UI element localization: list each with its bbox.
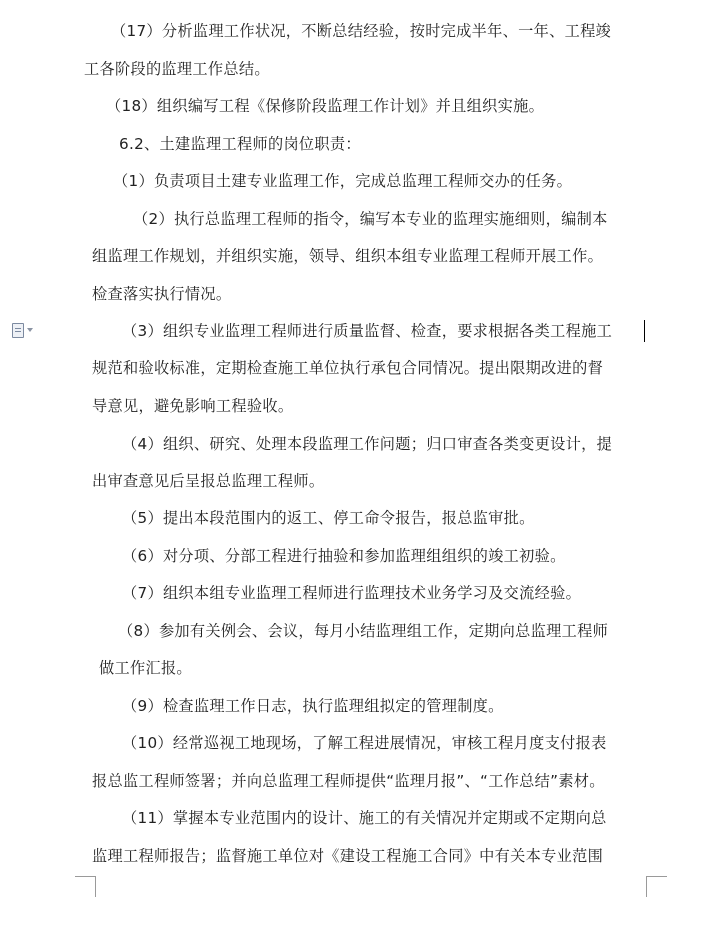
- paragraph-line: （11）掌握本专业范围内的设计、施工的有关情况并定期或不定期向总: [122, 809, 607, 827]
- paragraph-line: （3）组织专业监理工程师进行质量监督、检查，要求根据各类工程施工: [122, 322, 613, 340]
- paragraph-line: 组监理工作规划，并组织实施，领导、组织本组专业监理工程师开展工作。: [92, 247, 604, 265]
- text-cursor: [644, 320, 645, 342]
- paragraph-line: （10）经常巡视工地现场，了解工程进展情况，审核工程月度支付报表: [122, 734, 607, 752]
- chevron-down-icon: [27, 328, 33, 332]
- page-corner-mark-left: [75, 876, 96, 897]
- paragraph-line: （4）组织、研究、处理本段监理工作问题；归口审查各类变更设计，提: [122, 435, 613, 453]
- paragraph-line: （6）对分项、分部工程进行抽验和参加监理组组织的竣工初验。: [122, 547, 566, 565]
- paragraph-line: 规范和验收标准，定期检查施工单位执行承包合同情况。提出限期改进的督: [92, 359, 604, 377]
- paragraph-line: 做工作汇报。: [99, 659, 192, 677]
- document-options-icon[interactable]: [12, 322, 40, 338]
- paragraph-line: （7）组织本组专业监理工程师进行监理技术业务学习及交流经验。: [122, 584, 582, 602]
- paragraph-line: 工各阶段的监理工作总结。: [84, 60, 270, 78]
- paragraph-line: （18）组织编写工程《保修阶段监理工作计划》并且组织实施。: [106, 97, 545, 115]
- page-icon: [12, 323, 24, 338]
- paragraph-line: （8）参加有关例会、会议，每月小结监理组工作，定期向总监理工程师: [118, 622, 609, 640]
- paragraph-line: （2）执行总监理工程师的指令，编写本专业的监理实施细则，编制本: [133, 210, 608, 228]
- paragraph-line: 出审查意见后呈报总监理工程师。: [92, 472, 325, 490]
- paragraph-line: （17）分析监理工作状况，不断总结经验，按时完成半年、一年、工程竣: [111, 22, 612, 40]
- paragraph-line: 监理工程师报告；监督施工单位对《建设工程施工合同》中有关本专业范围: [92, 847, 604, 865]
- page-corner-mark-right: [646, 876, 667, 897]
- paragraph-line: （1）负责项目土建专业监理工作，完成总监理工程师交办的任务。: [113, 172, 573, 190]
- paragraph-line: 导意见，避免影响工程验收。: [92, 397, 294, 415]
- paragraph-line: 报总监工程师签署；并向总监理工程师提供“监理月报”、“工作总结”素材。: [92, 772, 605, 790]
- paragraph-line: （5）提出本段范围内的返工、停工命令报告，报总监审批。: [122, 509, 535, 527]
- section-heading: 6.2、土建监理工程师的岗位职责：: [119, 135, 361, 153]
- paragraph-line: 检查落实执行情况。: [92, 285, 232, 303]
- paragraph-line: （9）检查监理工作日志，执行监理组拟定的管理制度。: [122, 697, 504, 715]
